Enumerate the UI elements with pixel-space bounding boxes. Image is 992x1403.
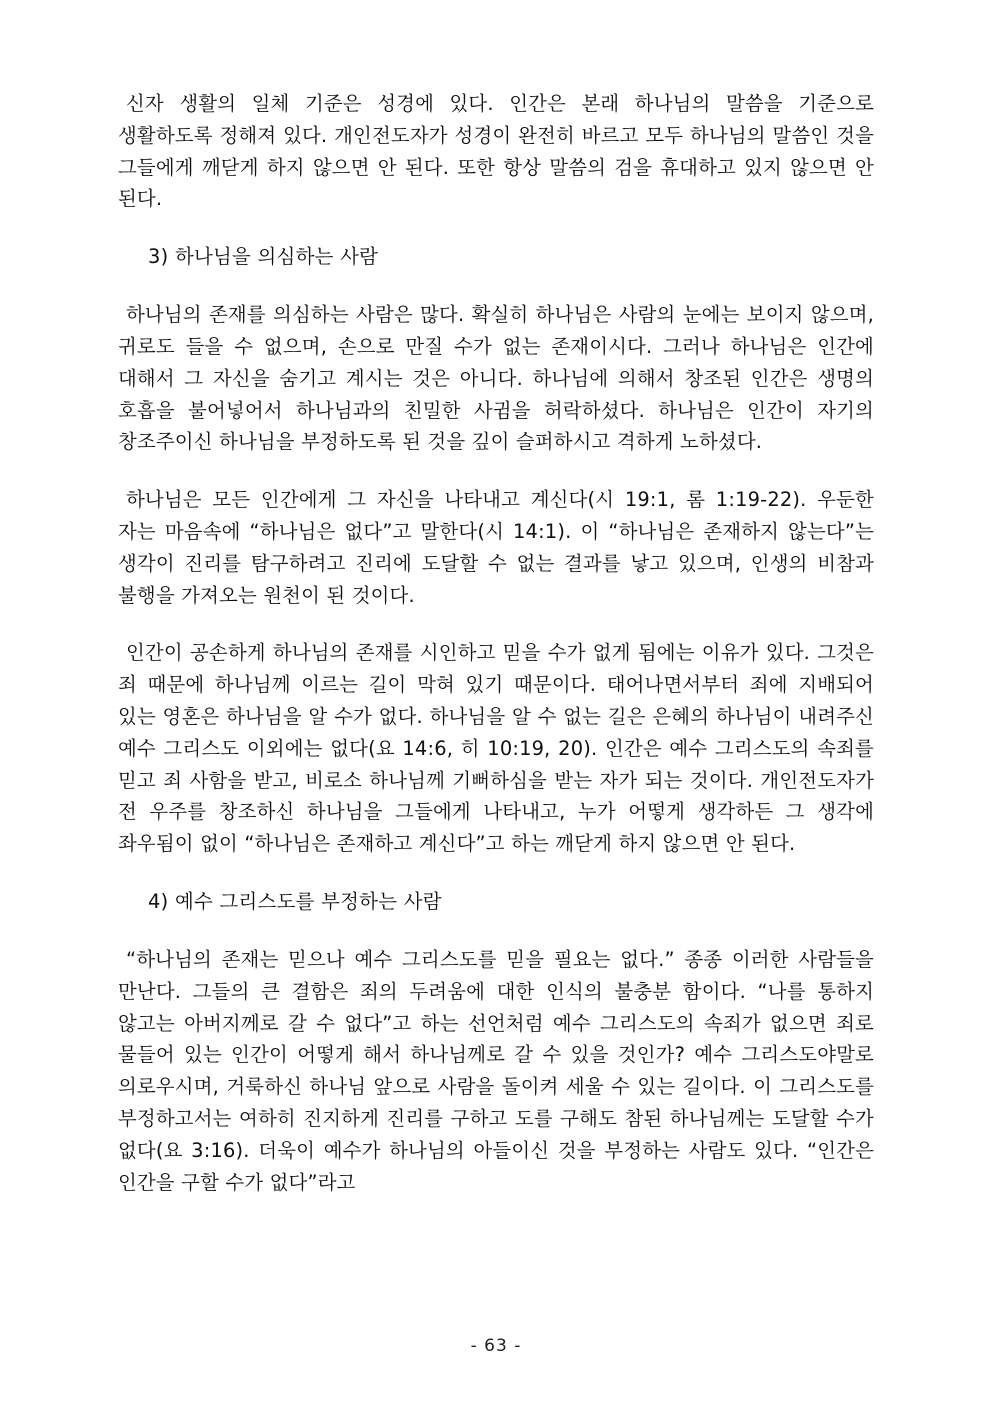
paragraph: 인간이 공손하게 하나님의 존재를 시인하고 믿을 수가 없게 됨에는 이유가 있다. 그것은 죄 때문에 하나님께 이르는 길이 막혀 있기 때문이다. 태어나면서부터 죄에 지배되어 있는 영혼은 하나님을 알 수가 없다. 하나님을 알 수 없는 길은 은혜의 하나님이 내려주신 예수 그리스도 이외에는 없다(요 14:6, 히 10:19, 20). 인간은 예수 그리스도의 속죄를 믿고 죄 사함을 받고, 비로소 하나님께 기뻐하심을 받는 자가 되는 것이다. 개인전도자가 전 우주를 창조하신 하나님을 그들에게 나타내고, 누가 어떻게 생각하든 그 생각에 좌우됨이 없이 “하나님은 존재하고 계신다”고 하는 깨닫게 하지 않으면 안 된다.	[118, 641, 874, 856]
paragraph: 하나님의 존재를 의심하는 사람은 많다. 확실히 하나님은 사람의 눈에는 보이지 않으며, 귀로도 들을 수 없으며, 손으로 만질 수가 없는 존재이시다. 그러나 하나님은 인간에 대해서 그 자신을 숨기고 계시는 것은 아니다. 하나님에 의해서 창조된 인간은 생명의 호흡을 불어넣어서 하나님과의 친밀한 사귐을 허락하셨다. 하나님은 인간이 자기의 창조주이신 하나님을 부정하도록 된 것을 깊이 슬퍼하시고 격하게 노하셨다.	[118, 303, 874, 454]
section-heading: 4) 예수 그리스도를 부정하는 사람	[148, 889, 442, 913]
paragraph: “하나님의 존재는 믿으나 예수 그리스도를 믿을 필요는 없다.” 종종 이러한 사람들을 만난다. 그들의 큰 결함은 죄의 두려움에 대한 인식의 불충분 함이다. “나를 통하지 않고는 아버지께로 갈 수 없다”고 하는 선언처럼 예수 그리스도의 속죄가 없으면 죄로 물들어 있는 인간이 어떻게 해서 하나님께로 갈 수 있을 것인가? 예수 그리스도야말로 의로우시며, 거룩하신 하나님 앞으로 사람을 돌이켜 세울 수 있는 길이다. 이 그리스도를 부정하고서는 여하히 진지하게 진리를 구하고 도를 구해도 참된 하나님께는 도달할 수가 없다(요 3:16). 더욱이 예수가 하나님의 아들이신 것을 부정하는 사람도 있다. “인간은 인간을 구할 수가 없다”라고	[118, 947, 874, 1194]
paragraph: 신자 생활의 일체 기준은 성경에 있다. 인간은 본래 하나님의 말씀을 기준으로 생활하도록 정해져 있다. 개인전도자가 성경이 완전히 바르고 모두 하나님의 말씀인 것을 그들에게 깨닫게 하지 않으면 안 된다. 또한 항상 말씀의 검을 휴대하고 있지 않으면 안 된다.	[118, 92, 874, 211]
section-heading: 3) 하나님을 의심하는 사람	[148, 245, 379, 269]
document-body	[118, 88, 874, 1198]
paragraph: 하나님은 모든 인간에게 그 자신을 나타내고 계신다(시 19:1, 롬 1:19-22). 우둔한 자는 마음속에 “하나님은 없다”고 말한다(시 14:1). 이 “하나님은 존재하지 않는다”는 생각이 진리를 탐구하려고 진리에 도달할 수 없는 결과를 낳고 있으며, 인생의 비참과 불행을 가져오는 원천이 된 것이다.	[118, 488, 874, 607]
page-number: - 63 -	[470, 1336, 522, 1356]
